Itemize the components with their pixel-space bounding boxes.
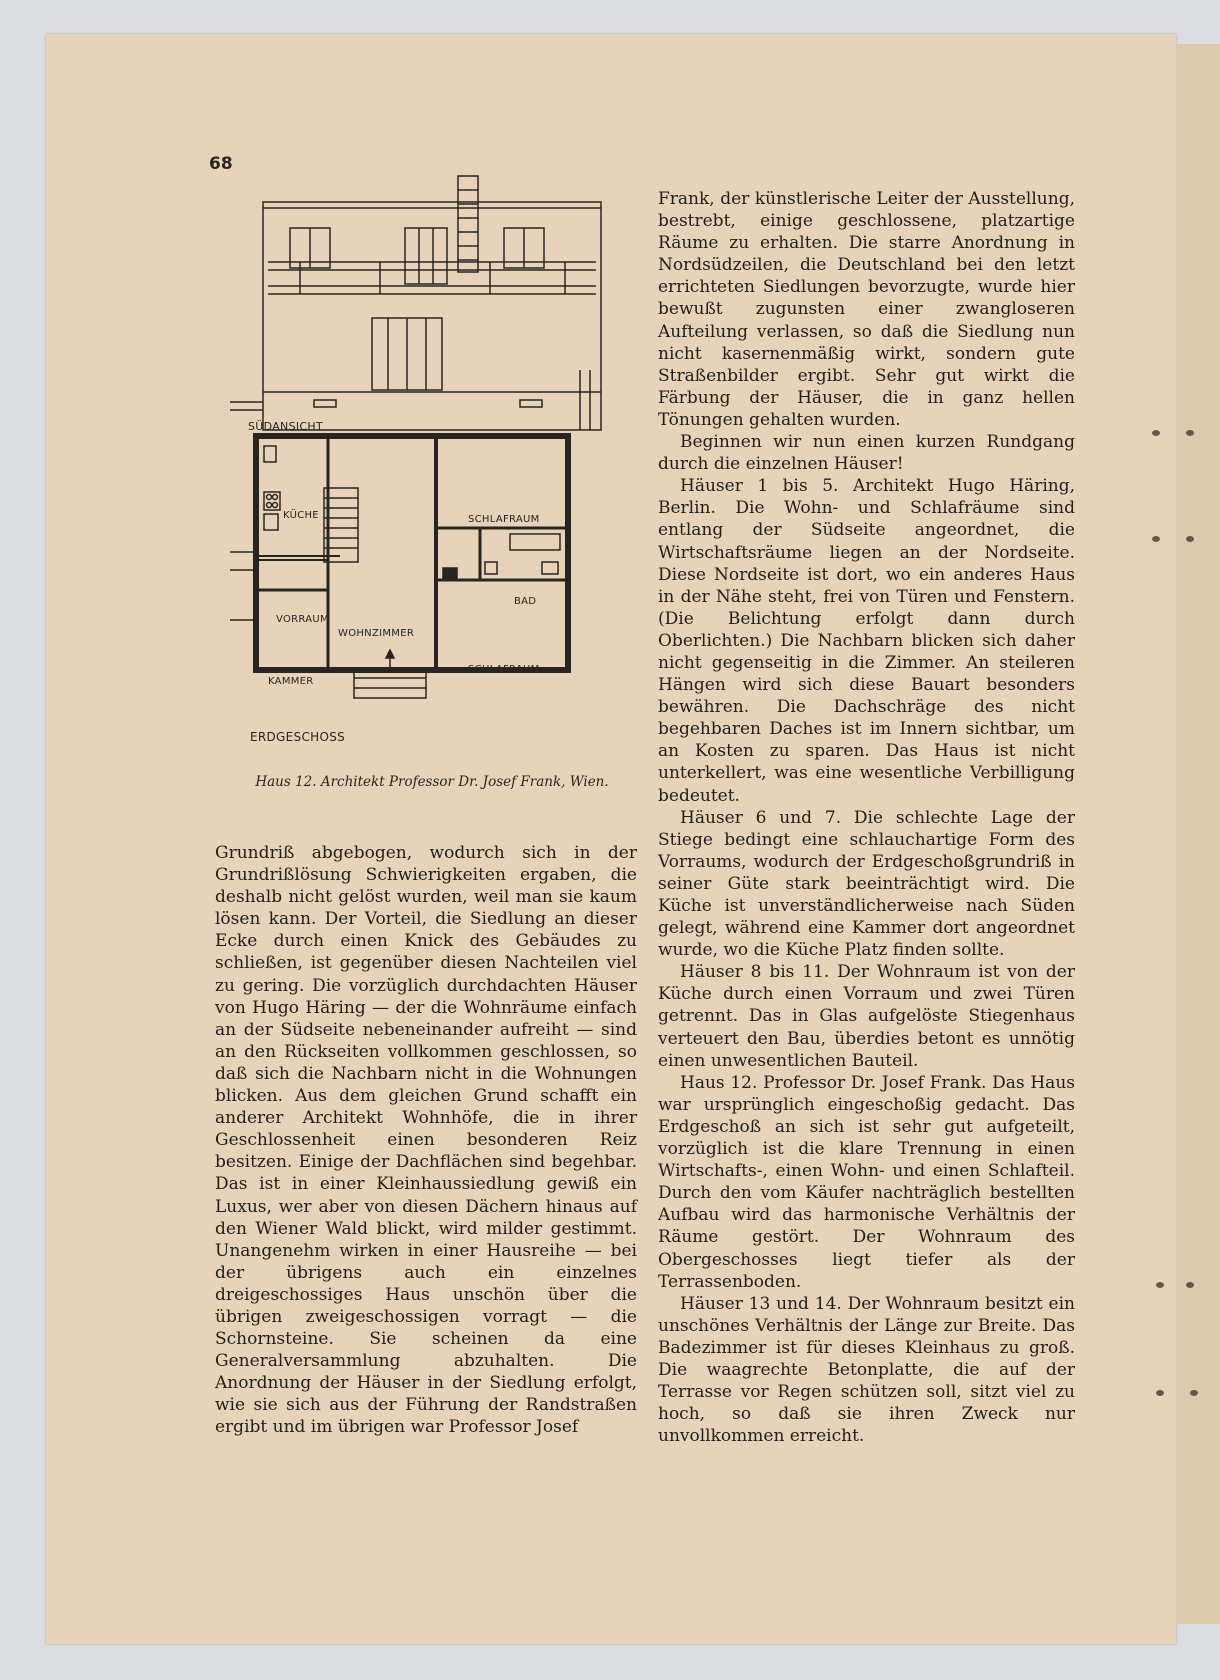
right-paragraph-1: Frank, der künstlerische Leiter der Ausstellung, bestrebt, einige geschlossene, platzartige Räume zu erhalten. Die starre Anordnung in Nordsüdzeilen, die Deutschland bei den letzt errichteten Siedlungen bevorzugte, wurde hier bewußt zugunsten einer zwangloseren Aufteilung verlassen, so daß die Siedlung nun nicht kasernenmäßig wirkt, sondern gute Straßenbilder ergibt. Sehr gut wirkt die Färbung der Häuser, die in ganz hellen Tönungen gehalten wurden. xyxy=(658,189,1075,430)
room-label-bedroom-top: SCHLAFRAUM xyxy=(468,514,540,525)
left-paragraph-1: Grundriß abgebogen, wodurch sich in der Grundrißlösung Schwierigkeiten ergaben, die deshalb nicht gelöst wurden, weil man sie kaum lösen kann. Der Vorteil, die Siedlung an dieser Ecke durch einen Knick des Gebäudes zu schließen, ist gegenüber diesen Nachteilen viel zu gering. Die vorzüglich durchdachten Häuser von Hugo Häring — der die Wohnräume einfach an der Südseite nebeneinander aufreiht — sind an den Rückseiten vollkommen geschlossen, so daß sich die Nachbarn nicht in die Wohnungen blicken. Aus dem gleichen Grund schafft ein anderer Architekt Wohnhöfe, die in ihrer Geschlossenheit einen besonderen Reiz besitzen. Einige der Dachflächen sind begehbar. Das ist in einer Kleinhaussiedlung gewiß ein Luxus, wer aber von diesen Dächern hinaus auf den Wiener Wald blickt, wird milder gestimmt. Unangenehm wirken in einer Hausreihe — bei der übrigens auch ein einzelnes dreigeschossiges Haus unschön über die übrigen zweigeschossigen vorragt — die Schornsteine. Sie scheinen da eine Generalversammlung abzuhalten. Die Anordnung der Häuser in der Siedlung erfolgt, wie sie sich aus der Führung der Randstraßen ergibt und im übrigen war Professor Josef xyxy=(215,843,637,1438)
elevation-label: SÜDANSICHT xyxy=(248,420,323,433)
room-label-bath: BAD xyxy=(514,596,537,607)
staple-hole xyxy=(1186,430,1194,436)
right-text-column xyxy=(658,188,1075,1447)
page-number: 68 xyxy=(209,154,233,174)
room-label-chamber: KAMMER xyxy=(268,676,314,687)
room-label-kitchen: KÜCHE xyxy=(283,510,319,521)
left-text-column xyxy=(215,842,637,1439)
floor-label: ERDGESCHOSS xyxy=(250,730,346,744)
right-paragraph-7: Häuser 13 und 14. Der Wohnraum besitzt ein unschönes Verhältnis der Länge zur Breite. Das Badezimmer ist für dieses Kleinhaus zu groß. Die waagrechte Betonplatte, die auf der Terrasse vor Regen schützen soll, sitzt viel zu hoch, so daß sie ihren Zweck nur unvollkommen erreicht. xyxy=(658,1293,1075,1447)
staple-hole xyxy=(1152,430,1160,436)
right-paragraph-4: Häuser 6 und 7. Die schlechte Lage der Stiege bedingt eine schlauchartige Form des Vorraums, wodurch der Erdgeschoßgrundriß in seiner Güte stark beeinträchtigt wird. Die Küche ist unverständlicherweise nach Süden gelegt, während eine Kammer dort angeordnet wurde, wo die Küche Platz finden sollte. xyxy=(658,807,1075,961)
room-label-living: WOHNZIMMER xyxy=(338,628,415,639)
staple-hole xyxy=(1186,536,1194,542)
staple-hole xyxy=(1190,1390,1198,1396)
right-paragraph-6: Haus 12. Professor Dr. Josef Frank. Das Haus war ursprünglich eingeschoßig gedacht. Das Erdgeschoß an sich ist sehr gut aufgeteilt, vorzüglich ist die klare Trennung in einen Wirtschafts-, einen Wohn- und einen Schlafteil. Durch den vom Käufer nachträglich bestellten Aufbau wird das harmonische Verhältnis der Räume gestört. Der Wohnraum des Obergeschosses liegt tiefer als der Terrassenboden. xyxy=(658,1072,1075,1292)
architecture-figure xyxy=(230,170,630,770)
right-paragraph-2: Beginnen wir nun einen kurzen Rundgang durch die einzelnen Häuser! xyxy=(658,432,1075,475)
adjacent-page-edge xyxy=(1176,44,1220,1624)
right-paragraph-5: Häuser 8 bis 11. Der Wohnraum ist von der Küche durch einen Vorraum und zwei Türen getrennt. Das in Glas aufgelöste Stiegenhaus verteuert den Bau, überdies betont es unnötig einen unwesentlichen Bauteil. xyxy=(658,962,1075,1071)
figure-caption: Haus 12. Architekt Professor Dr. Josef Frank, Wien. xyxy=(255,774,609,790)
room-label-hall: VORRAUM xyxy=(276,614,329,625)
room-label-bedroom-bottom: SCHLAFRAUM xyxy=(468,664,540,675)
staple-hole xyxy=(1186,1282,1194,1288)
staple-hole xyxy=(1152,536,1160,542)
staple-hole xyxy=(1156,1282,1164,1288)
staple-hole xyxy=(1156,1390,1164,1396)
right-paragraph-3: Häuser 1 bis 5. Architekt Hugo Häring, Berlin. Die Wohn- und Schlafräume sind entlang der Südseite angeordnet, die Wirtschaftsräume liegen an der Nordseite. Diese Nordseite ist dort, wo ein anderes Haus in der Nähe steht, frei von Türen und Fenstern. (Die Belichtung erfolgt dann durch Oberlichten.) Die Nachbarn blicken sich daher nicht gegenseitig in die Zimmer. An steileren Hängen wird sich diese Bauart besonders bewähren. Die Dachschräge des nicht begehbaren Daches ist im Innern sichtbar, um an Kosten zu sparen. Das Haus ist nicht unterkellert, was eine wesentliche Verbilligung bedeutet. xyxy=(658,476,1075,806)
